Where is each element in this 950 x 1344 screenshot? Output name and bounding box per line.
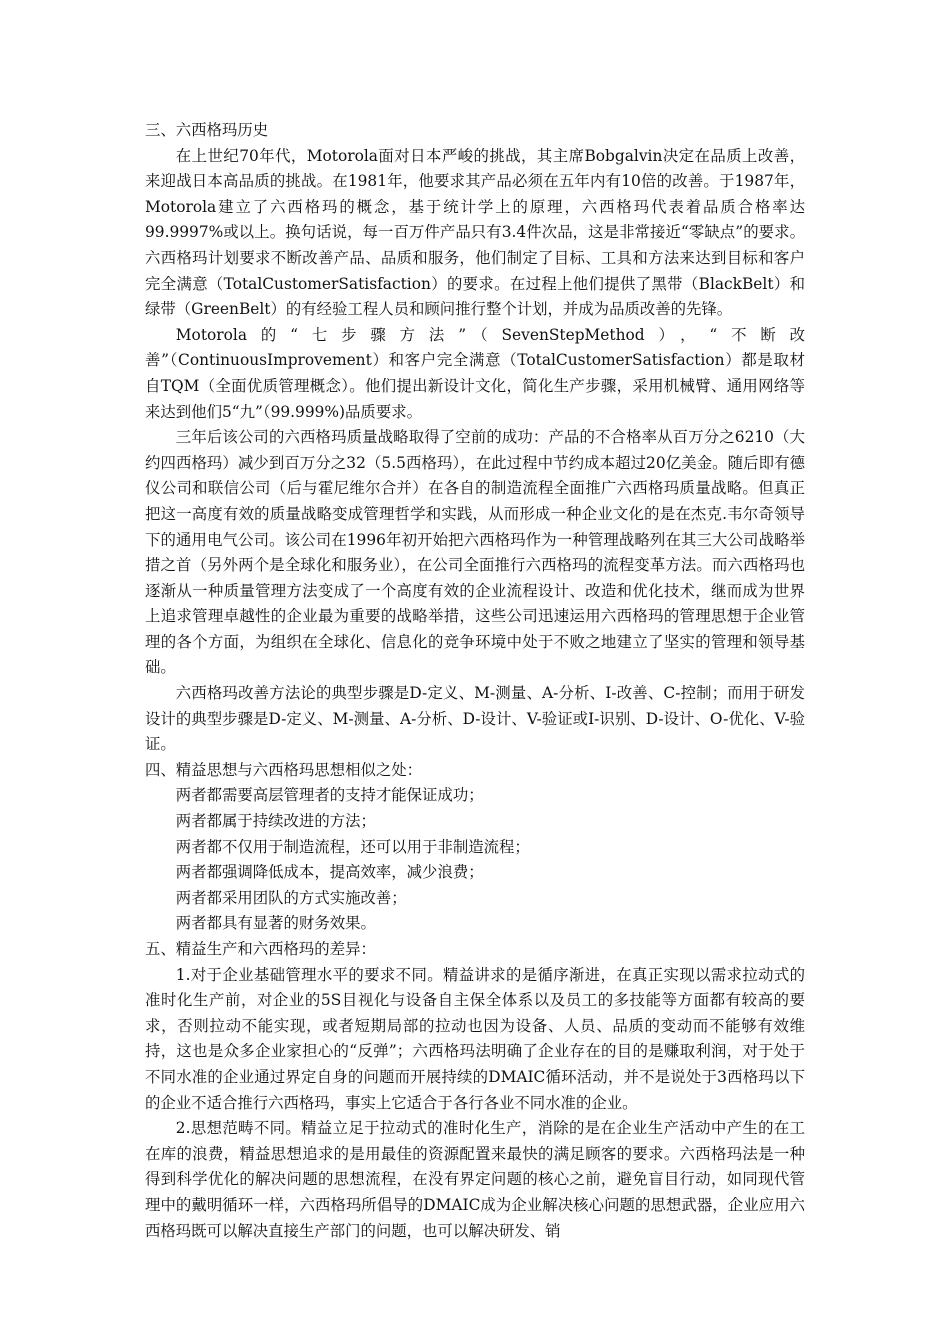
section-heading-differences: 五、精益生产和六西格玛的差异： — [145, 940, 376, 958]
section-heading-similarities: 四、精益思想与六西格玛思想相似之处： — [145, 760, 423, 779]
paragraph-motorola-history: 在上世纪70年代，Motorola面对日本严峻的挑战，其主席Bobgalvin决定在品质上改善，来迎战日本高品质的挑战。在1981年，他要求其产品必须在五年内有10倍的改善。于1987年，Motorola建立了六西格玛的概念，基于统计学上的原理，六西格玛代表着品质合格率达99.9997%或以上。换句话说，每一百万件产品只有3.4件次品，这是非常接近“零缺点”的要求。六西格玛计划要求不断改善产品、品质和服务，他们制定了目标、工具和方法来达到目标和客户完全满意（TotalCustomerSatisfaction）的要求。在过程上他们提供了黑带（BlackBelt）和绿带（GreenBelt）的有经验工程人员和顾问推行整个计划，并成为品质改善的先锋。 — [145, 146, 805, 319]
paragraph-seven-step-method: Motorola的“七步骤方法”（SevenStepMethod），“不断改善”（ContinuousImprovement）和客户完全满意（TotalCustomerSatisfaction）都是取材自TQM（全面优质管理概念）。他们提出新设计文化，简化生产步骤，采用机械臂、通用网络等来达到他们5“九”（99.999%)品质要求。 — [145, 325, 805, 421]
similarity-item: 两者都具有显著的财务效果。 — [175, 914, 376, 933]
paragraph-success-spread: 三年后该公司的六西格玛质量战略取得了空前的成功：产品的不合格率从百万分之6210（大约四西格玛）减少到百万分之32（5.5西格玛），在此过程中节约成本超过20亿美金。随后即有德仪公司和联信公司（后与霍尼维尔合并）在各自的制造流程全面推广六西格玛质量战略。但真正把这一高度有效的质量战略变成管理哲学和实践，从而形成一种企业文化的是在杰克.韦尔奇领导下的通用电气公司。该公司在1996年初开始把六西格玛作为一种管理战略列在其三大公司战略举措之首（另外两个是全球化和服务业），在公司全面推行六西格玛的流程变革方法。而六西格玛也逐渐从一种质量管理方法变成了一个高度有效的企业流程设计、改造和优化技术，继而成为世界上追求管理卓越性的企业最为重要的战略举措，这些公司迅速运用六西格玛的管理思想于企业管理的各个方面，为组织在全球化、信息化的竞争环境中处于不败之地建立了坚实的管理和领导基础。 — [145, 428, 805, 677]
paragraph-difference-management-level: 1.对于企业基础管理水平的要求不同。精益讲求的是循序渐进，在真正实现以需求拉动式的准时化生产前，对企业的5S目视化与设备自主保全体系以及员工的多技能等方面都有较高的要求，否则拉动不能实现，或者短期局部的拉动也因为设备、人员、品质的变动而不能够有效维持，这也是众多企业家担心的“反弹”；六西格玛法明确了企业存在的目的是赚取利润，对于处于不同水准的企业通过界定自身的问题而开展持续的DMAIC循环活动，并不是说处于3西格玛以下的企业不适合推行六西格玛，事实上它适合于各行各业不同水准的企业。 — [145, 965, 805, 1112]
similarity-item: 两者都属于持续改进的方法； — [175, 812, 376, 831]
similarity-item: 两者都采用团队的方式实施改善； — [175, 888, 407, 907]
paragraph-difference-thinking-scope: 2.思想范畴不同。精益立足于拉动式的准时化生产，消除的是在企业生产活动中产生的在工在库的浪费，精益思想追求的是用最佳的资源配置来最快的满足顾客的要求。六西格玛法是一种得到科学优化的解决问题的思想流程，在没有界定问题的核心之前，避免盲目行动，如同现代管理中的戴明循环一样，六西格玛所倡导的DMAIC成为企业解决核心问题的思想武器，企业应用六西格玛既可以解决直接生产部门的问题，也可以解决研发、销 — [145, 1119, 805, 1240]
similarity-item: 两者都需要高层管理者的支持才能保证成功； — [175, 786, 484, 805]
section-heading-history: 三、六西格玛历史 — [145, 121, 269, 139]
similarity-item: 两者都强调降低成本，提高效率，减少浪费； — [175, 863, 484, 882]
similarity-item: 两者都不仅用于制造流程，还可以用于非制造流程； — [175, 837, 530, 856]
document-body — [145, 118, 805, 1244]
paragraph-dmaic-steps: 六西格玛改善方法论的典型步骤是D-定义、M-测量、A-分析、I-改善、C-控制；而用于研发设计的典型步骤是D-定义、M-测量、A-分析、D-设计、V-验证或I-识别、D-设计、O-优化、V-验证。 — [145, 684, 805, 754]
